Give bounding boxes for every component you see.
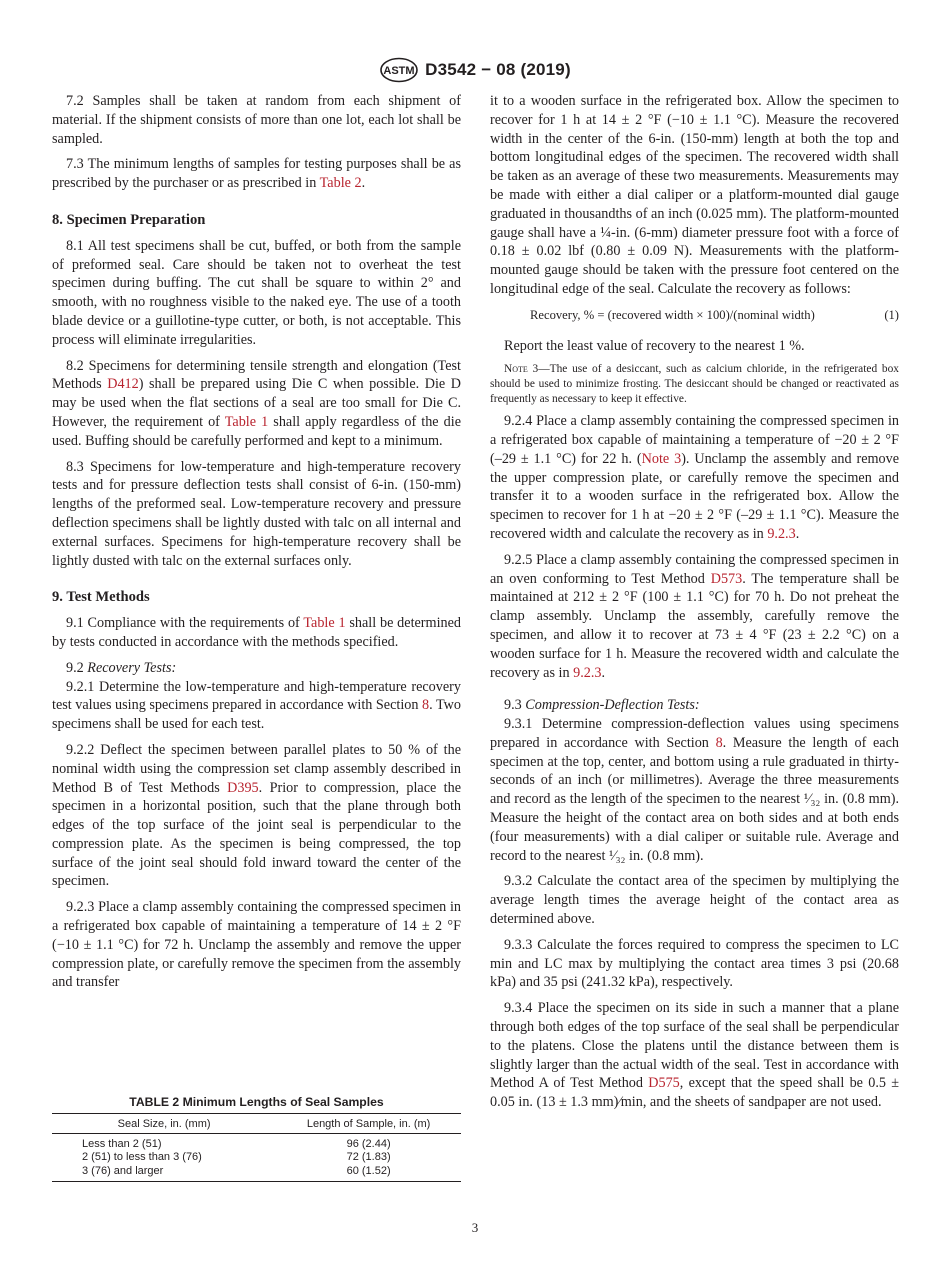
link-d575[interactable]: D575 — [648, 1075, 680, 1092]
link-9-2-3[interactable]: 9.2.3 — [573, 664, 602, 681]
paragraph-report: Report the least value of recovery to the nearest 1 %. — [504, 337, 805, 354]
table-cell: 2 (51) to less than 3 (76) — [82, 1151, 202, 1164]
svg-text:ASTM: ASTM — [383, 65, 415, 77]
table-cell: Less than 2 (51) — [82, 1138, 162, 1150]
text: shall be determined by tests conducted in accordance with the methods specified. — [52, 615, 461, 650]
paragraph-9-2-5 — [490, 551, 899, 683]
table-2-grid — [52, 1113, 461, 1182]
note-text: —The use of a desiccant, such as calcium chloride, in the refrigerated box should be used to minimize frosting. The desiccant should be changed or reactivated as frequently as necessary to keep it effective. — [490, 363, 899, 405]
text: . Prior to compression, place the specimen in a horizontal position, such that the plane through both edges of the top surface of the joint seal is perpendicular to the compression plate. As the specimen is being compressed, the top surface of the joint seal should fold inward toward the center of the specimen. — [52, 779, 461, 890]
right-column — [490, 92, 899, 1119]
text: 9.2.1 Determine the low-temperature and high-temperature recovery test values using specimens prepared in accordance with Section — [52, 678, 461, 714]
paragraph-9-2-2 — [52, 741, 461, 891]
text: , except that the speed shall be 0.5 ± 0.05 in. (13 ± 1.3 mm)⁄min, and the sheets of sandpaper are not used. — [490, 1075, 899, 1111]
text: 9.2.4 Place a clamp assembly containing the compressed specimen in a refrigerated box capable of maintaining a temperature of −20 ± 2 °F (–29 ± 1.1 °C) for 22 h. ( — [490, 413, 899, 467]
astm-logo-icon — [379, 57, 419, 83]
text: 8.2 Specimens for determining tensile strength and elongation (Test Methods — [52, 357, 461, 393]
paragraph-9-2-3-continued: it to a wooden surface in the refrigerated box. Allow the specimen to recover for 1 h at 14 ± 2 °F (−10 ± 1.1 °C). Measure the recovered width in the center of the 6-in. (150-mm) length at both the top and bottom longitudinal edges of the specimen. The recovered width shall be taken as an average of these two measurements. Measurements may be made with either a dial caliper or a platform-mounted dial gauge graduated in thousandths of an inch (0.025 mm). The platform-mounted gauge shall have a ¼-in. (6-mm) diameter pressure foot with a force of 0.18 ± 0.02 lbf (0.80 ± 0.09 N). Measurements with the platform-mounted gauge should be taken with the pressure foot centered on the longitudinal edge of the seal. Calculate the recovery as follows: — [490, 93, 899, 297]
link-d412[interactable]: D412 — [107, 376, 139, 393]
subsection-title: Compression-Deflection Tests: — [525, 697, 700, 714]
table-title: TABLE 2 Minimum Lengths of Seal Samples — [129, 1095, 384, 1109]
note-label: Note 3 — [504, 363, 539, 376]
link-table-1[interactable]: Table 1 — [303, 615, 346, 632]
link-9-2-3[interactable]: 9.2.3 — [767, 525, 796, 542]
page-header — [0, 57, 950, 83]
link-d395[interactable]: D395 — [227, 779, 259, 796]
paragraph-9-1 — [52, 614, 461, 652]
text: ) shall be prepared using Die C when possible. Die D may be used when the flat sections of a seal are too small for Die C. However, the requirement of — [52, 376, 461, 430]
text: . — [795, 525, 800, 542]
link-d573[interactable]: D573 — [710, 570, 743, 587]
page-number: 3 — [471, 1220, 479, 1235]
text: . — [601, 664, 606, 681]
link-table-1[interactable]: Table 1 — [224, 413, 269, 430]
subsection-title: Recovery Tests: — [87, 659, 177, 676]
paragraph-9-3 — [490, 696, 899, 715]
text: 9.3.1 Determine compression-deflection values using specimens prepared in accordance with Section — [490, 716, 899, 751]
text: . Two specimens shall be used for each test. — [52, 697, 462, 733]
paragraph-9-3-2: 9.3.2 Calculate the contact area of the specimen by multiplying the average length times the average height of the contact area as determined above. — [490, 873, 899, 928]
paragraph-9-3-3: 9.3.3 Calculate the forces required to compress the specimen to LC min and LC max by multiplying the contact area times 3 psi (20.68 kPa) and 35 psi (241.32 kPa), respectively. — [490, 936, 899, 991]
text: 9.3.4 Place the specimen on its side in such a manner that a plane through both edges of the top surface of the seal shall be perpendicular to the platens. Close the platens until the distance between them is slightly larger than the actual width of the seal. Test in accordance with Method A of Test Method — [490, 1000, 899, 1092]
paragraph-9-2-3: 9.2.3 Place a clamp assembly containing the compressed specimen in a refrigerated box capable of maintaining a temperature of 14 ± 2 °F (−10 ± 1.1 °C) for 72 h. Unclamp the assembly and remove the upper compression plate, or carefully remove the specimen from the assembly and transfer — [52, 899, 461, 991]
table-cell: 60 (1.52) — [276, 1165, 461, 1182]
paragraph-8-1: 8.1 All test specimens shall be cut, buffed, or both from the sample of preformed seal. Care should be taken not to overheat the test specimen during buffing. The cut shall be square to within 2° and smooth, with no roughness visible to the naked eye. The use of a tooth blade device or a guillotine-type cutter, or both, is not acceptable. This process will eliminate irregularities. — [52, 237, 461, 348]
link-note-3[interactable]: Note 3 — [641, 450, 682, 467]
table-cell: 3 (76) and larger — [52, 1165, 276, 1182]
text: 9.1 Compliance with the requirements of — [66, 615, 304, 632]
paragraph-8-2 — [52, 357, 461, 451]
link-section-8[interactable]: 8 — [422, 697, 430, 714]
text: 9.2.5 Place a clamp assembly containing the compressed specimen in an oven conforming to Test Method — [490, 551, 899, 587]
paragraph-9-2 — [52, 659, 461, 678]
paragraph-9-2-1 — [52, 678, 461, 734]
text: 7.3 The minimum lengths of samples for testing purposes shall be as prescribed by the purchaser or as prescribed in — [52, 156, 461, 192]
document-designation: D3542 − 08 (2019) — [425, 60, 571, 79]
paragraph-9-3-4 — [490, 999, 899, 1112]
text: 9.3 — [504, 697, 526, 714]
equation-1 — [490, 306, 899, 325]
table-cell: 72 (1.83) — [346, 1151, 391, 1164]
table-header-cell: Length of Sample, in. (m) — [276, 1114, 461, 1134]
section-9-heading: 9. Test Methods — [52, 589, 150, 606]
text: 9.2 — [66, 659, 88, 676]
left-column — [52, 92, 461, 999]
link-table-2[interactable]: Table 2 — [319, 175, 362, 192]
paragraph-7-2: 7.2 Samples shall be taken at random from each shipment of material. If the shipment consists of more than one lot, each lot shall be sampled. — [52, 93, 461, 147]
paragraph-9-2-4 — [490, 412, 899, 544]
table-row — [52, 1134, 461, 1152]
note-3 — [490, 362, 899, 406]
table-header-row — [52, 1114, 461, 1134]
text: . The temperature shall be maintained at 212 ± 2 °F (100 ± 1.1 °C) for 70 h. Do not preheat the clamp assembly. Unclamp the assembly, carefully remove the specimen, and allow it to recover at 73 ± 4 °F (23 ± 2.2 °C) on a wooden surface for 1 h. Measure the recovered width and calculate the recovery as in — [490, 570, 899, 681]
text: . Measure the length of each specimen at the top, center, and bottom using a rule graduated in thirty-seconds of an inch (or millimetres). Average the three measurements and record as the length of the specimen to the nearest ¹⁄₃₂ in. (0.8 mm). Measure the height of the contact area on both sides and at both ends (four measurements) with a dial caliper or suitable rule. Average and record to the nearest ¹⁄₃₂ in. (0.8 mm). — [490, 734, 899, 864]
text: . — [361, 175, 366, 192]
table-cell: 96 (2.44) — [346, 1138, 391, 1150]
text: shall apply regardless of the die used. Buffing should be carefully performed and kept to a minimum. — [52, 413, 461, 449]
equation-text: Recovery, % = (recovered width × 100)/(nominal width) — [530, 307, 815, 322]
table-header-cell: Seal Size, in. (mm) — [52, 1114, 276, 1134]
paragraph-9-3-1 — [490, 715, 899, 865]
paragraph-7-3 — [52, 155, 461, 193]
link-section-8[interactable]: 8 — [715, 734, 723, 751]
paragraph-8-3: 8.3 Specimens for low-temperature and high-temperature recovery tests and for pressure deflection tests shall consist of 6-in. (150-mm) lengths of the preformed seal. Low-temperature recovery and pressure deflection specimens shall be lightly dusted with talc on all internal and external surfaces. Specimens for high-temperature recovery shall be lightly dusted with talc on the external surfaces only. — [52, 458, 461, 569]
table-2 — [52, 1095, 461, 1182]
table-row — [52, 1151, 461, 1164]
section-8-heading: 8. Specimen Preparation — [52, 211, 206, 228]
equation-number: (1) — [884, 307, 899, 322]
text: ). Unclamp the assembly and remove the upper compression plate, or carefully remove the specimen and transfer it to a wooden surface in the refrigerated box. Allow the specimen to recover for 1 h at −20 ± 2 °F (–29 ± 1.1 °C). Measure the recovered width and calculate the recovery as in — [490, 450, 900, 542]
table-row — [52, 1165, 461, 1182]
text: 9.2.2 Deflect the specimen between parallel plates to 50 % of the nominal width using the compression set clamp assembly described in Method B of Test Methods — [52, 741, 461, 796]
